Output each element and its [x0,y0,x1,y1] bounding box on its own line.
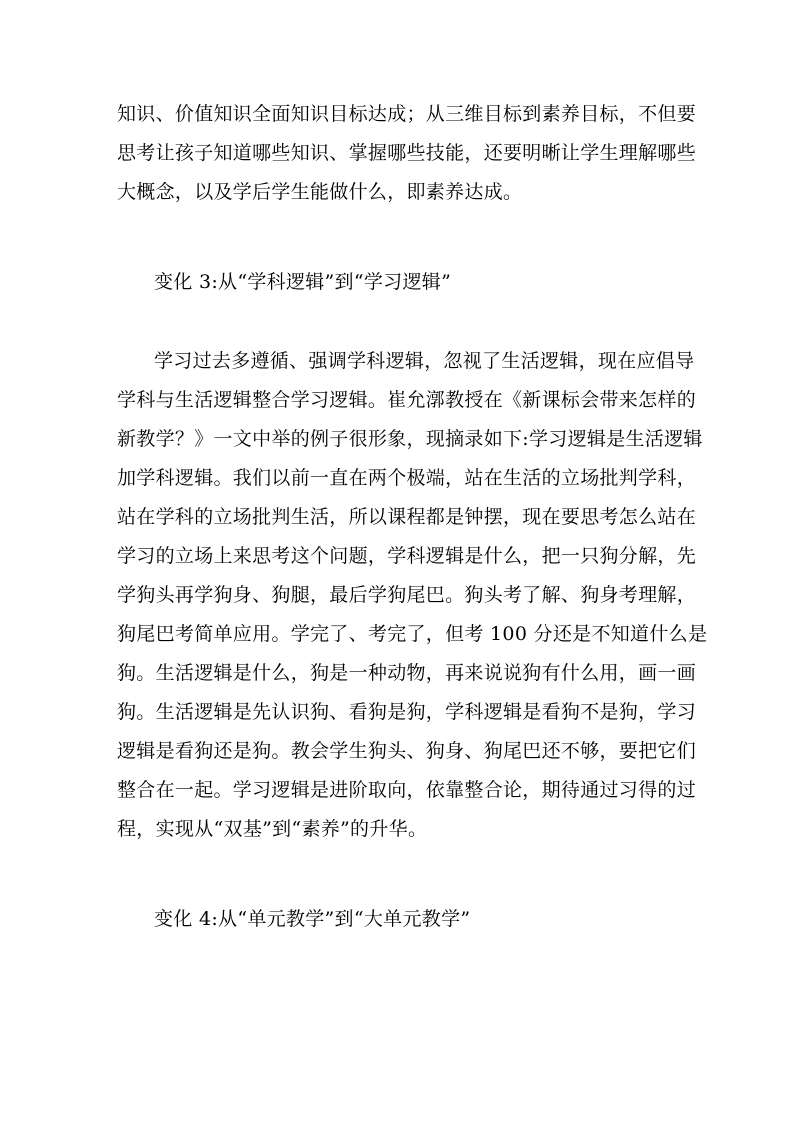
para2-line-12: 整合在一起。学习逻辑是进阶取向，依靠整合论，期待通过习得的过 [117,779,697,801]
para2-line-7: 学狗头再学狗身、狗腿，最后学狗尾巴。狗头考了解、狗身考理解， [117,584,697,606]
para2-line-1: 学习过去多遵循、强调学科逻辑，忽视了生活逻辑，现在应倡导 [154,350,695,372]
para2-line-3: 新教学？》一文中举的例子很形象，现摘录如下:学习逻辑是生活逻辑 [117,428,703,450]
para2-line-11: 逻辑是看狗还是狗。教会学生狗头、狗身、狗尾巴还不够，要把它们 [117,740,697,762]
section-heading-4: 变化 4:从“单元教学”到“大单元教学” [154,908,471,930]
para2-line-8: 狗尾巴考简单应用。学完了、考完了，但考 100 分还是不知道什么是 [117,623,708,645]
para1-line-2: 思考让孩子知道哪些知识、掌握哪些技能，还要明晰让学生理解哪些 [117,142,697,164]
para2-line-6: 学习的立场上来思考这个问题，学科逻辑是什么，把一只狗分解，先 [117,545,697,567]
para1-line-3: 大概念，以及学后学生能做什么，即素养达成。 [117,181,523,203]
section-heading-3: 变化 3:从“学科逻辑”到“学习逻辑” [154,271,452,293]
para2-line-9: 狗。生活逻辑是什么，狗是一种动物，再来说说狗有什么用，画一画 [117,662,697,684]
para2-line-10: 狗。生活逻辑是先认识狗、看狗是狗，学科逻辑是看狗不是狗，学习 [117,701,697,723]
para2-line-5: 站在学科的立场批判生活，所以课程都是钟摆，现在要思考怎么站在 [117,506,697,528]
para2-line-2: 学科与生活逻辑整合学习逻辑。崔允漷教授在《新课标会带来怎样的 [117,389,697,411]
para2-line-13: 程，实现从“双基”到“素养”的升华。 [117,818,428,840]
para2-line-4: 加学科逻辑。我们以前一直在两个极端，站在生活的立场批判学科， [117,467,697,489]
para1-line-1: 知识、价值知识全面知识目标达成；从三维目标到素养目标，不但要 [117,103,697,125]
